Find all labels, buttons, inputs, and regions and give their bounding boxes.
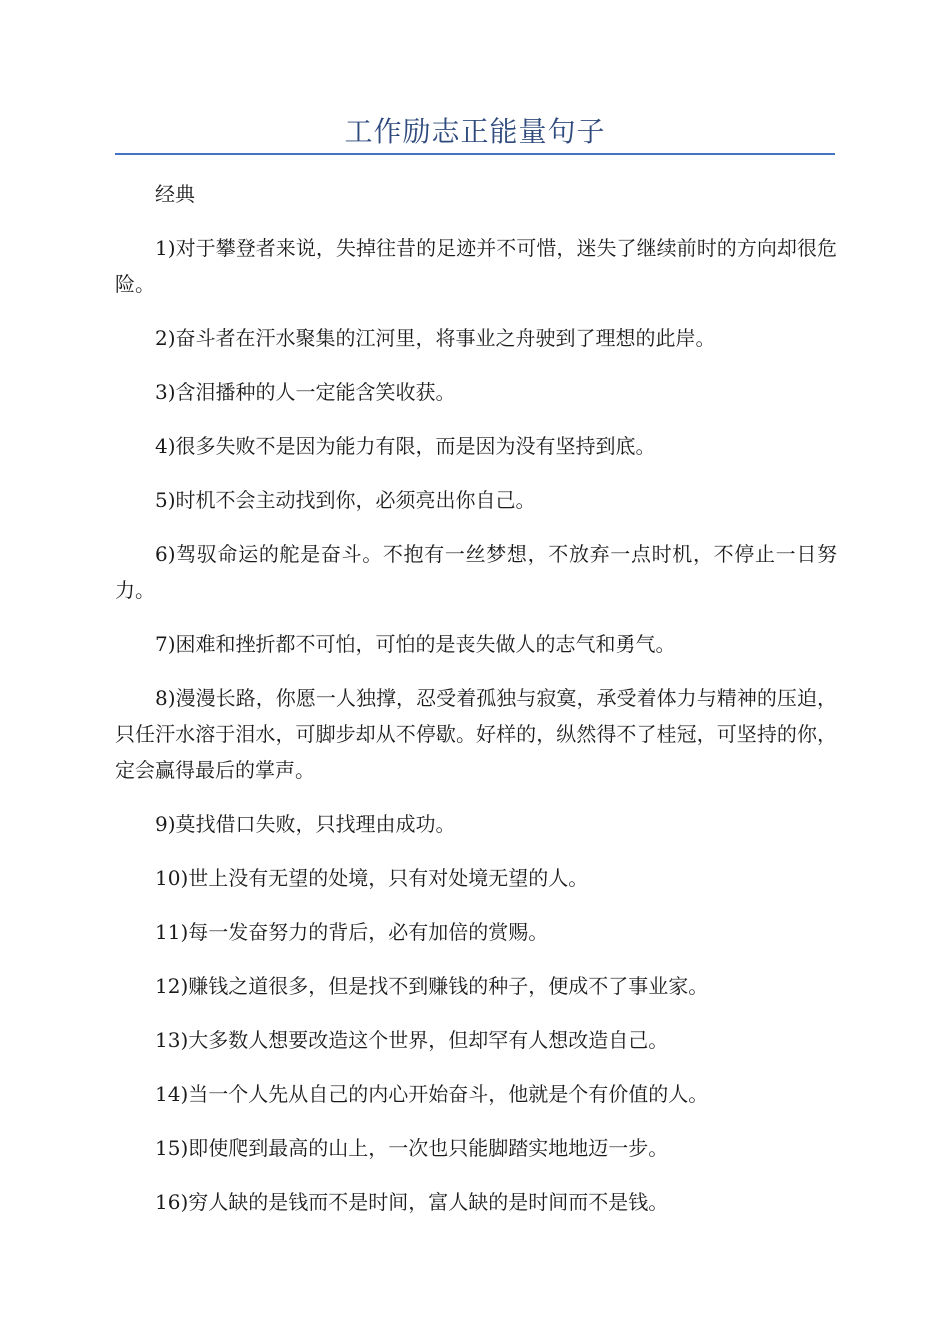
quote-paragraph: 1)对于攀登者来说，失掉往昔的足迹并不可惜，迷失了继续前时的方向却很危险。 bbox=[115, 236, 837, 296]
document-body bbox=[115, 176, 837, 1238]
quote-paragraph: 12)赚钱之道很多，但是找不到赚钱的种子，便成不了事业家。 bbox=[155, 974, 709, 998]
quote-paragraph: 6)驾驭命运的舵是奋斗。不抱有一丝梦想，不放弃一点时机，不停止一日努力。 bbox=[115, 542, 837, 602]
quote-paragraph: 11)每一发奋努力的背后，必有加倍的赏赐。 bbox=[155, 920, 549, 944]
document-title: 工作励志正能量句子 bbox=[344, 115, 606, 148]
quote-paragraph: 7)困难和挫折都不可怕，可怕的是丧失做人的志气和勇气。 bbox=[155, 632, 676, 656]
quote-paragraph: 13)大多数人想要改造这个世界，但却罕有人想改造自己。 bbox=[155, 1028, 669, 1052]
title-underline bbox=[115, 153, 835, 155]
quote-paragraph: 15)即使爬到最高的山上，一次也只能脚踏实地地迈一步。 bbox=[155, 1136, 669, 1160]
quote-paragraph: 14)当一个人先从自己的内心开始奋斗，他就是个有价值的人。 bbox=[155, 1082, 709, 1106]
quote-paragraph: 9)莫找借口失败，只找理由成功。 bbox=[155, 812, 456, 836]
quote-paragraph: 2)奋斗者在汗水聚集的江河里，将事业之舟驶到了理想的此岸。 bbox=[155, 326, 716, 350]
quote-paragraph: 8)漫漫长路，你愿一人独撑，忍受着孤独与寂寞，承受着体力与精神的压迫，只任汗水溶于泪水，可脚步却从不停歇。好样的，纵然得不了桂冠，可坚持的你，定会赢得最后的掌声。 bbox=[115, 686, 837, 782]
quote-paragraph: 4)很多失败不是因为能力有限，而是因为没有坚持到底。 bbox=[155, 434, 656, 458]
quote-paragraph: 10)世上没有无望的处境，只有对处境无望的人。 bbox=[155, 866, 589, 890]
quote-paragraph: 5)时机不会主动找到你，必须亮出你自己。 bbox=[155, 488, 536, 512]
quote-paragraph: 16)穷人缺的是钱而不是时间，富人缺的是时间而不是钱。 bbox=[155, 1190, 669, 1214]
section-heading: 经典 bbox=[155, 182, 195, 206]
quote-paragraph: 3)含泪播种的人一定能含笑收获。 bbox=[155, 380, 456, 404]
